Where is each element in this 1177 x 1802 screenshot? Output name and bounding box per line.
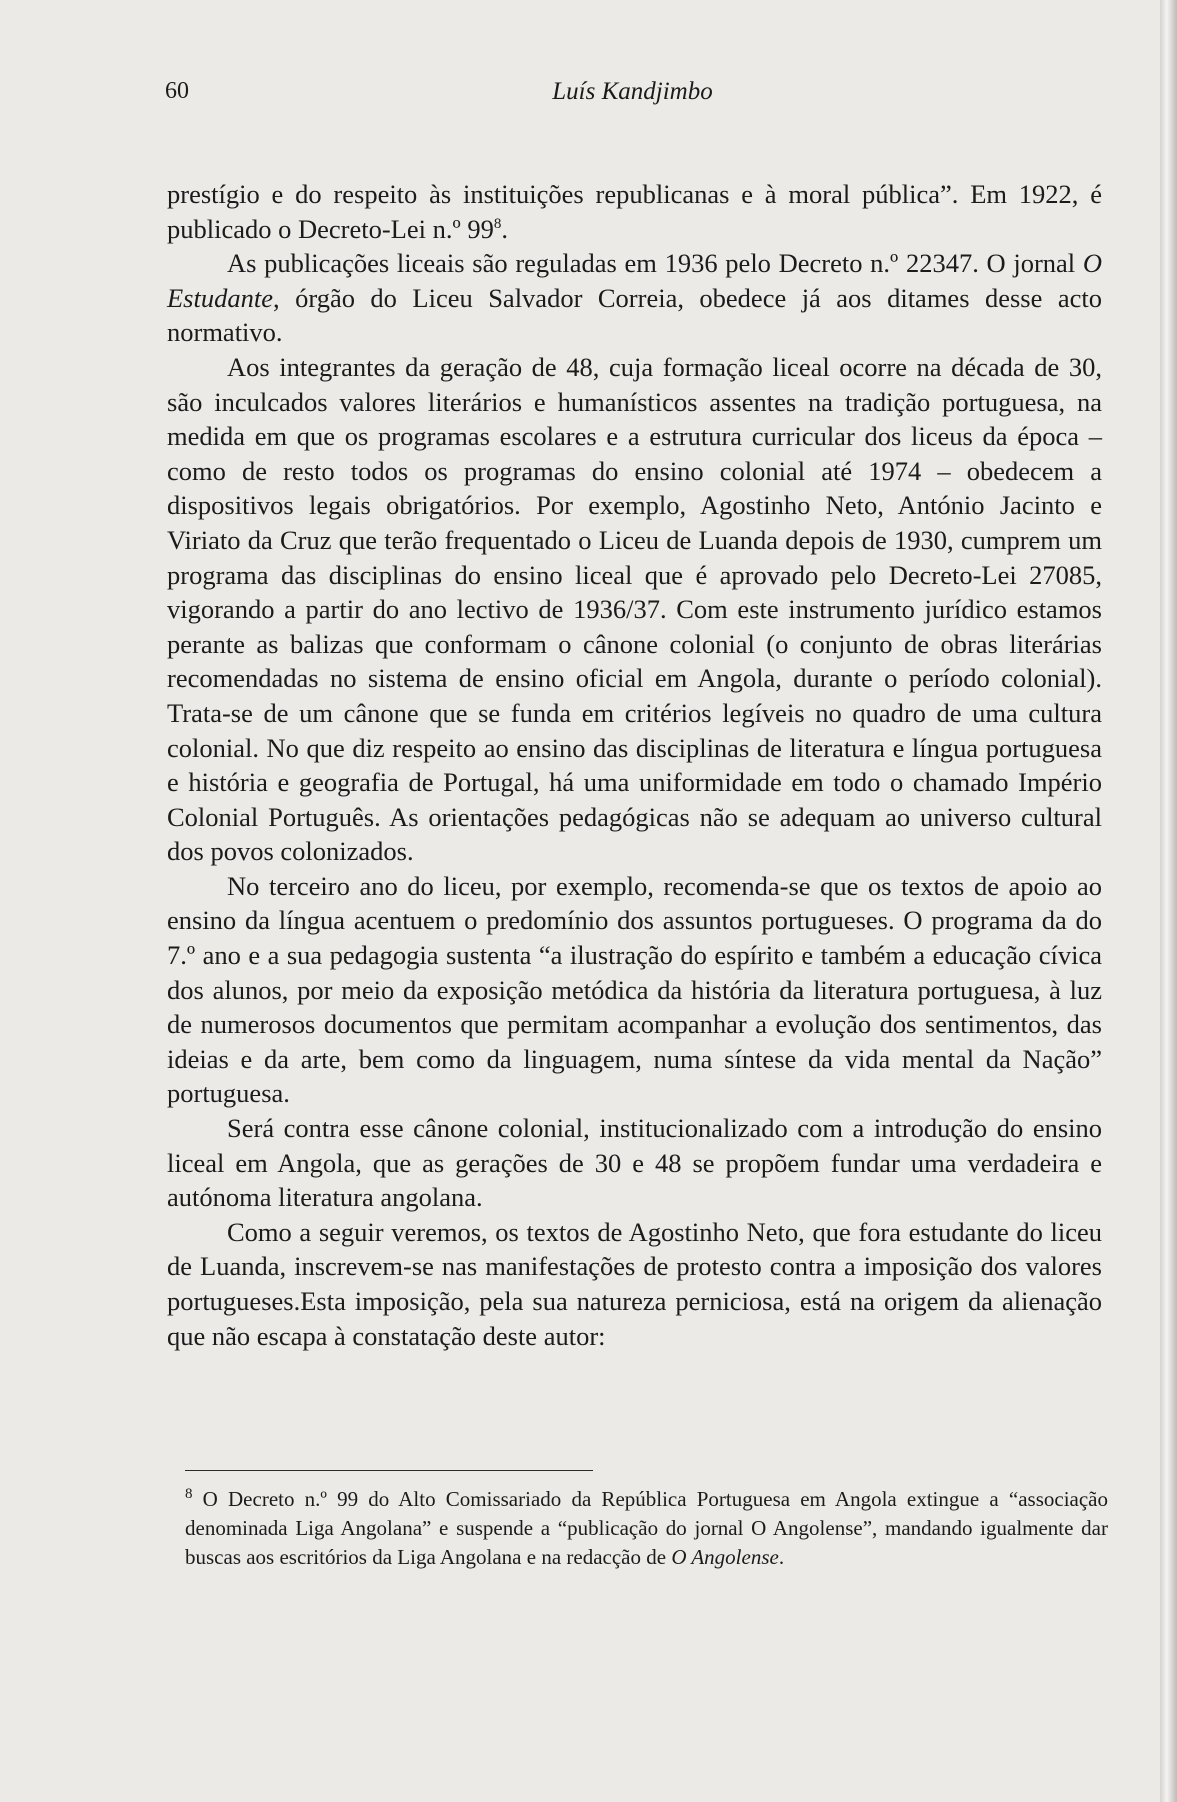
footnote-divider (185, 1470, 593, 1471)
paragraph (167, 177, 1102, 246)
running-head-author: Luís Kandjimbo (552, 78, 713, 105)
footnote-end: . (778, 1545, 785, 1569)
footnote-reference[interactable]: 8 (493, 215, 502, 232)
paragraph: Aos integrantes da geração de 48, cuja formação liceal ocorre na década de 30, são inculcados valores literários e humanísticos assentes na tradição portuguesa, na medida em que os programas escolares e a estrutura curricular dos liceus da época – como de resto todos os programas do ensino colonial até 1974 – obedecem a dispositivos legais obrigatórios. Por exemplo, Agostinho Neto, António Jacinto e Viriato da Cruz que terão frequentado o Liceu de Luanda depois de 1930, cumprem um programa das disciplinas do ensino liceal que é aprovado pelo Decreto-Lei 27085, vigorando a partir do ano lectivo de 1936/37. Com este instrumento jurídico estamos perante as balizas que conformam o cânone colonial (o conjunto de obras literárias recomendadas no sistema de ensino oficial em Angola, durante o período colonial). Trata-se de um cânone que se funda em critérios legíveis no quadro de uma cultura colonial. No que diz respeito ao ensino das disciplinas de literatura e língua portuguesa e história e geografia de Portugal, há uma uniformidade em todo o chamado Império Colonial Português. As orientações pedagógicas não se adequam ao universo cultural dos povos colonizados. (167, 351, 1102, 867)
paragraph: Como a seguir veremos, os textos de Agostinho Neto, que fora estudante do liceu de Luanda, inscrevem-se nas manifestações de protesto contra a imposição dos valores portugueses.Esta imposição, pela sua natureza perniciosa, está na origem da alienação que não escapa à constatação deste autor: (167, 1216, 1102, 1351)
paragraph-text: As publicações liceais são reguladas em 1936 pelo Decreto n.º 22347. O jornal (227, 248, 1083, 279)
page-header (165, 78, 1100, 108)
page-edge (1160, 0, 1177, 1802)
paragraph: Será contra esse cânone colonial, institucionalizado com a introdução do ensino liceal em Angola, que as gerações de 30 e 48 se propõem fundar uma verdadeira e autónoma literatura angolana. (167, 1113, 1102, 1213)
body-text (167, 177, 1102, 1353)
footnote-text (185, 1485, 1108, 1572)
page-number: 60 (165, 78, 189, 104)
publication-title: O Estudante (167, 248, 1102, 313)
paragraph (167, 246, 1102, 350)
footnote-publication-title: O Angolense (671, 1545, 779, 1569)
paragraph-text-end: . (501, 213, 508, 244)
paragraph-text: prestígio e do respeito às instituições republicanas e à moral pública”. Em 1922, é publicado o Decreto-Lei n.º 99 (167, 179, 1102, 244)
paragraph: No terceiro ano do liceu, por exemplo, recomenda-se que os textos de apoio ao ensino da língua acentuem o predomínio dos assuntos portugueses. O programa da do 7.º ano e a sua pedagogia sustenta “a ilustração do espírito e também a educação cívica dos alunos, por meio da exposição metódica da história da literatura portuguesa, à luz de numerosos documentos que permitam acompanhar a evolução dos sentimentos, das ideias e da arte, bem como da linguagem, numa síntese da vida mental da Nação” portuguesa. (167, 870, 1102, 1109)
footnote (185, 1485, 1108, 1572)
footnote-marker: 8 (185, 1486, 193, 1502)
paragraph-text-end: , órgão do Liceu Salvador Correia, obedece já aos ditames desse acto normativo. (167, 282, 1102, 348)
footnote-body: O Decreto n.º 99 do Alto Comissariado da República Portuguesa em Angola extingue a “associação denominada Liga Angolana” e suspende a “publicação do jornal O Angolense”, mandando igualmente dar buscas aos escritórios da Liga Angolana e na redacção de (185, 1487, 1108, 1569)
